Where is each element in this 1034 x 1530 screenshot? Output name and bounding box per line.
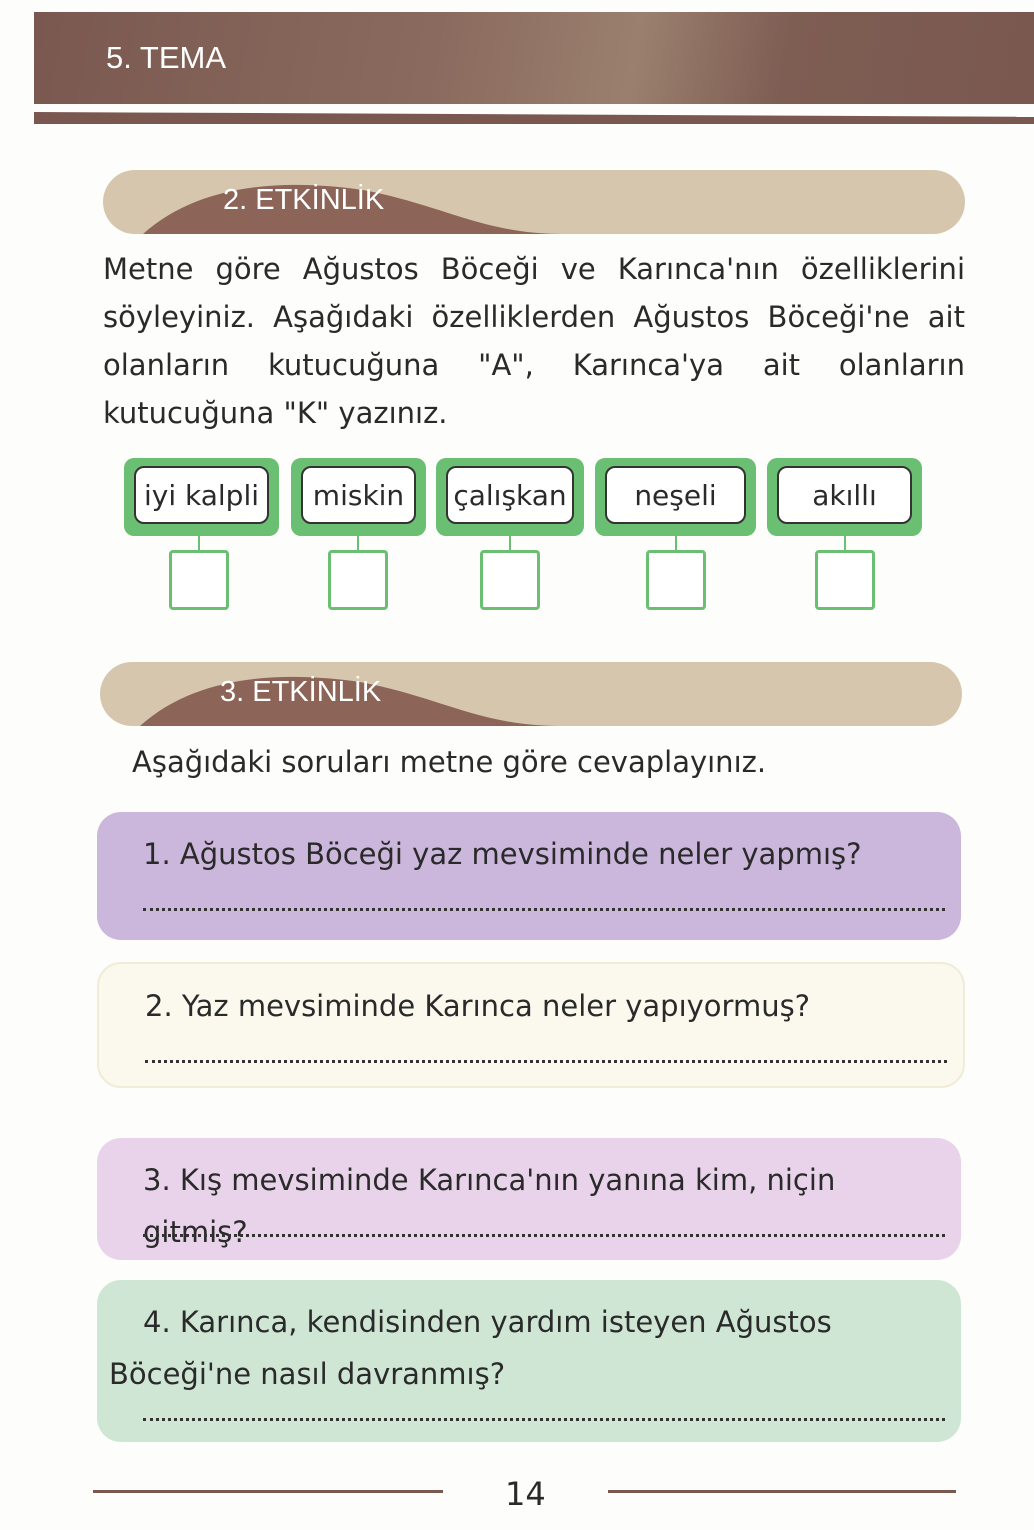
answer-box[interactable] [169,550,229,610]
activity-2-title: 2. ETKİNLİK [223,184,385,216]
answer-line[interactable] [145,1060,947,1063]
page-number: 14 [505,1475,546,1513]
question-1: 1. Ağustos Böceği yaz mevsiminde neler yapmış? [97,812,961,940]
activity-3-banner [100,662,962,726]
header-stripe [34,112,1034,124]
word-card: çalışkan [436,458,584,536]
footer-rule [93,1490,443,1493]
answer-line[interactable] [143,908,945,911]
question-4: 4. Karınca, kendisinden yardım isteyen Ağustos Böceği'ne nasıl davranmış? [97,1280,961,1442]
activity-2-banner [103,170,965,234]
activity-3-title: 3. ETKİNLİK [220,676,382,708]
footer-rule [608,1490,956,1493]
answer-box[interactable] [480,550,540,610]
word-card: neşeli [595,458,756,536]
activity-2-instructions: Metne göre Ağustos Böceği ve Karınca'nın özelliklerini söyleyiniz. Aşağıdaki özelliklerden Ağustos Böceği'ne ait olanların kutucuğuna "A", Karınca'ya ait olanların kutucuğuna "K" yazınız. [103,252,965,430]
activity-3-instructions: Aşağıdaki soruları metne göre cevaplayınız. [132,745,767,779]
word-card: iyi kalpli [124,458,279,536]
theme-title: 5. TEMA [106,40,227,75]
word-card: miskin [291,458,426,536]
answer-box[interactable] [328,550,388,610]
answer-box[interactable] [646,550,706,610]
theme-header [34,12,1034,104]
answer-line[interactable] [143,1234,945,1237]
question-2: 2. Yaz mevsiminde Karınca neler yapıyormuş? [97,962,965,1088]
word-card: akıllı [767,458,922,536]
question-3: 3. Kış mevsiminde Karınca'nın yanına kim, niçin gitmiş? [97,1138,961,1260]
answer-box[interactable] [815,550,875,610]
answer-line[interactable] [143,1418,945,1421]
